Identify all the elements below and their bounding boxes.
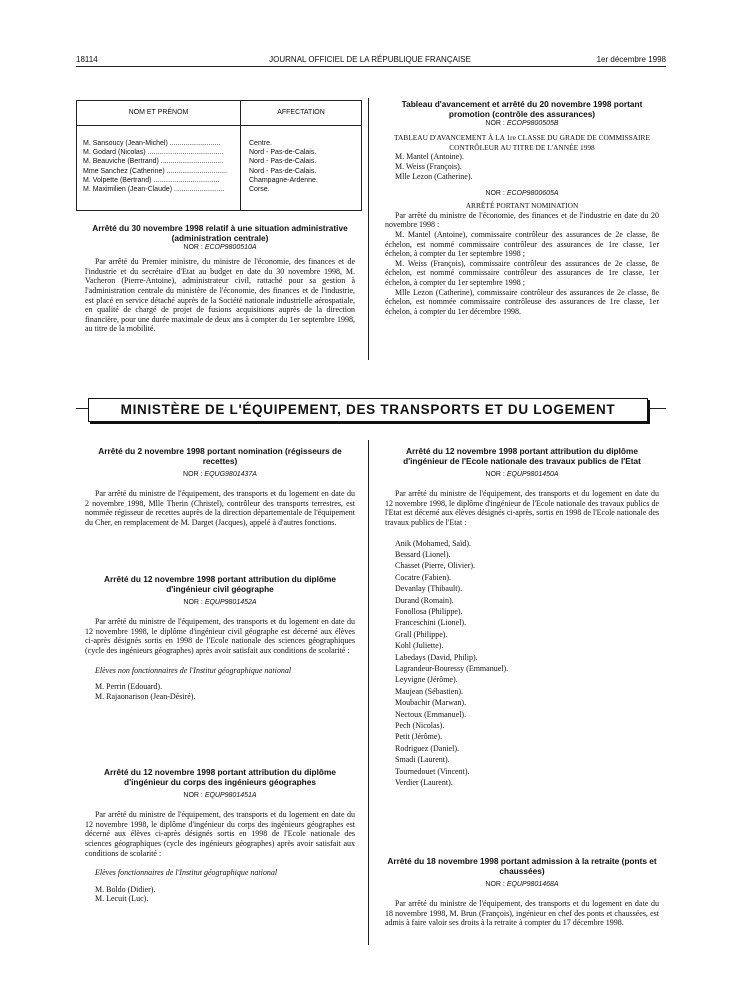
nor-code: EQUG9801437A: [204, 471, 257, 479]
list-item: Devanlay (Thibault).: [395, 584, 463, 594]
article-title: Arrêté du 12 novembre 1998 portant attribution du diplôme d'ingénieur civil géographe: [104, 574, 336, 594]
graduates-list: [85, 885, 355, 904]
table-row: [83, 148, 359, 157]
person-name: M. Maximilien (Jean-Claude) ..........................: [83, 185, 225, 193]
list-item: Grall (Philippe).: [395, 629, 448, 639]
table-row: [83, 139, 359, 148]
list-item: Anik (Mohamed, Saïd).: [395, 538, 471, 548]
nor-label: NOR :: [485, 190, 505, 198]
table-header-affectation: AFFECTATION: [241, 101, 361, 126]
section-subtitle: TABLEAU D'AVANCEMENT À LA 1re CLASSE DU GRADE DE COMMISSAIRE CONTRÔLEUR AU TITRE DE L'ANNÉE 1998: [394, 133, 650, 152]
nor-label: NOR :: [485, 120, 505, 128]
paragraph-3: M. Weiss (François), commissaire contrôleur des assurances de 2e classe, 8e échelon, est nommé commissaire contrôleur des assurances de 1re classe, 1er échelon, à compter du 1er septembre 1998 ;: [385, 258, 659, 287]
person-name: M. Sansoucy (Jean-Michel) ..........................: [83, 140, 221, 147]
nor-code: ECOP9800605A: [506, 190, 559, 198]
list-item: M. Rajaonarison (Jean-Désiré).: [95, 691, 196, 701]
table-row: [83, 176, 359, 185]
nor-line: [385, 119, 659, 128]
affectation: Nord - Pas-de-Calais.: [249, 158, 317, 166]
list-item: M. Weiss (François).: [395, 161, 462, 171]
article-regisseurs: [85, 447, 355, 528]
article-body: Par arrêté du ministre de l'équipement, des transports et du logement en date du 2 novembre 1998, Mlle Therin (Christel), contrôleur des transports terrestres, est nommée régisseur de recettes auprès de la direction départementale de l'équipement du Cher, en remplacement de M. Darget (Jacques), appelé à d'autres fonctions.: [85, 489, 355, 527]
table-body: [83, 139, 359, 194]
journal-title: JOURNAL OFFICIEL DE LA RÉPUBLIQUE FRANÇAISE: [269, 55, 471, 64]
table-row: [83, 157, 359, 166]
article-title: Arrêté du 18 novembre 1998 portant admission à la retraite (ponts et chaussées): [387, 856, 657, 876]
list-item: Durand (Romain).: [395, 595, 454, 605]
nor-code: EQUP9801452A: [204, 599, 257, 607]
list-item: M. Perrin (Edouard).: [95, 682, 163, 692]
nor-line: [85, 243, 355, 252]
list-item: Verdier (Laurent).: [395, 778, 453, 788]
nor-line: [85, 470, 355, 479]
nor-label: NOR :: [183, 599, 203, 607]
article-title: Arrêté du 2 novembre 1998 portant nomination (régisseurs de recettes): [98, 446, 342, 466]
nor-line: [85, 598, 355, 607]
article-body: Par arrêté du Premier ministre, du ministre de l'économie, des finances et de l'industrie et du secrétaire d'Etat au budget en date du 30 novembre 1998, M. Vacheron (Pierre-Antoine), administrateur civil, rattaché pour sa gestion à l'administration centrale du ministère de l'économie, des finances et de l'industrie, est placé en service détaché auprès de la Société nationale industrielle aérospatiale, en qualité de chargé de projet de fusions acquisitions auprès de la direction financière, pour une durée maximale de deux ans à compter du 1er septembre 1998, au titre de la mobilité.: [85, 257, 355, 334]
list-item: Franceschini (Lionel).: [395, 618, 467, 628]
article-tableau-avancement: [385, 100, 659, 316]
affectation: Centre.: [249, 140, 272, 147]
affectation: Nord - Pas-de-Calais.: [249, 167, 317, 175]
nor-code: EQUP9801468A: [506, 881, 559, 889]
article-ingenieur-civil-geographe: [85, 575, 355, 701]
article-title: Arrêté du 12 novembre 1998 portant attribution du diplôme d'ingénieur de l'Ecole nationale des travaux publics de l'Etat: [403, 446, 641, 466]
affectation: Nord - Pas-de-Calais.: [249, 149, 317, 157]
paragraph-1: Par arrêté du ministre de l'économie, des finances et de l'industrie en date du 20 novembre 1998 :: [385, 210, 659, 230]
paragraph-2: M. Mantel (Antoine), commissaire contrôleur des assurances de 2e classe, 8e échelon, est nommé commissaire contrôleur des assurances de 1re classe, 1er échelon, à compter du 1er septembre 1998 ;: [385, 229, 659, 259]
nor-label: NOR :: [485, 881, 505, 889]
list-item: Maujean (Sébastien).: [395, 686, 463, 696]
affectation: Champagne-Ardenne.: [249, 176, 318, 184]
table-row: [83, 185, 359, 194]
list-item: Bessard (Lionel).: [395, 549, 451, 559]
list-item: Moubachir (Marwan).: [395, 698, 467, 708]
nor-label: NOR :: [485, 471, 505, 479]
graduates-list: [385, 538, 659, 789]
promotion-list: [385, 152, 659, 181]
article-body: Par arrêté du ministre de l'équipement, des transports et du logement en date du 18 novembre 1998, M. Brun (François), ingénieur en chef des ponts et chaussées, est admis à faire valoir ses droits à la retraite à compter du 17 décembre 1998.: [385, 899, 659, 928]
nor-code: ECOP9800505B: [506, 120, 559, 128]
students-subhead: Elèves non fonctionnaires de l'Institut géographique national: [95, 665, 292, 675]
article-ingenieur-corps-geographes: [85, 768, 355, 904]
person-name: M. Godard (Nicolas) .......................................: [83, 149, 224, 157]
article-arrete-30-novembre: [85, 224, 355, 334]
list-item: M. Boldo (Didier).: [95, 884, 156, 894]
nor-label: NOR :: [183, 471, 203, 479]
table-row: [83, 167, 359, 176]
affectation: Corse.: [249, 185, 270, 193]
list-item: M. Mantel (Antoine).: [395, 152, 464, 162]
nor-label: NOR :: [183, 244, 203, 252]
article-ingenieur-entpe: [385, 447, 659, 789]
article-body: Par arrêté du ministre de l'équipement, des transports et du logement en date du 12 novembre 1998, le diplôme d'ingénieur du corps des ingénieurs géographes est décerné aux élèves ci-après désignés sortis en 1998 de l'Ecole nationale des sciences géographiques (cycle des ingénieurs géographes) après avoir satisfait aux conditions de scolarité :: [85, 810, 355, 858]
section-subtitle-2: ARRÊTÉ PORTANT NOMINATION: [465, 201, 579, 211]
list-item: Labedays (David, Philip).: [395, 652, 478, 662]
article-title: Tableau d'avancement et arrêté du 20 novembre 1998 portant promotion (contrôle des assurances): [401, 99, 643, 119]
issue-date: 1er décembre 1998: [596, 55, 666, 64]
list-item: Cocatre (Fabien).: [395, 572, 451, 582]
article-body: Par arrêté du ministre de l'équipement, des transports et du logement en date du 12 novembre 1998, le diplôme d'ingénieur de l'Ecole nationale des travaux publics de l'Etat est décerné aux élèves désignés ci-après, sortis en 1998 de l'Ecole nationale des travaux publics de l'Etat :: [385, 489, 659, 527]
list-item: Rodriguez (Daniel).: [395, 743, 459, 753]
list-item: Petit (Jérôme).: [395, 732, 443, 742]
nor-line: [385, 470, 659, 479]
list-item: Leyvigne (Jérôme).: [395, 675, 458, 685]
list-item: Smadi (Laurent).: [395, 755, 450, 765]
person-name: M. Volpette (Bertrand) ..................................: [83, 176, 220, 184]
nor-label: NOR :: [183, 792, 203, 800]
article-admission-retraite: [385, 857, 659, 928]
table-header-name: NOM ET PRÉNOM: [77, 101, 241, 126]
paragraph-4: Mlle Lezon (Catherine), commissaire contrôleur des assurances de 2e classe, 8e échelon, est nommée commissaire contrôleuse des assurances de 1re classe, 1er échelon, à compter du 1er décembre 1998.: [385, 287, 659, 316]
students-subhead: Elèves fonctionnaires de l'Institut géographique national: [95, 868, 278, 878]
assignment-table: [76, 100, 362, 211]
list-item: Mlle Lezon (Catherine).: [395, 171, 473, 181]
list-item: Lagrandeur-Bouressy (Emmanuel).: [395, 664, 509, 674]
graduates-list: [85, 682, 355, 701]
person-name: Mme Sanchez (Catherine) ...............................: [83, 167, 227, 175]
list-item: Fonollosa (Philippe).: [395, 607, 463, 616]
page-number: 18114: [76, 55, 98, 64]
list-item: Kohl (Juliette).: [395, 641, 444, 651]
nor-code: EQUP9801451A: [204, 792, 257, 800]
nor-line-2: [385, 189, 659, 198]
ministry-banner: MINISTÈRE DE L'ÉQUIPEMENT, DES TRANSPORTS ET DU LOGEMENT: [88, 398, 648, 422]
nor-line: [385, 880, 659, 889]
nor-line: [85, 791, 355, 800]
list-item: Pech (Nicolas).: [395, 721, 445, 731]
list-item: Chasset (Pierre, Olivier).: [395, 561, 475, 571]
article-body: Par arrêté du ministre de l'équipement, des transports et du logement en date du 12 novembre 1998, le diplôme d'ingénieur civil géographe est décerné aux élèves ci-après désignés sortis en 1998 de l'Ecole nationale des sciences géographiques (cycle des ingénieurs géographes) après avoir satisfait aux conditions de scolarité :: [85, 617, 355, 655]
list-item: M. Lecuit (Luc).: [95, 894, 149, 904]
article-title: Arrêté du 30 novembre 1998 relatif à une situation administrative (administration centrale): [92, 223, 348, 243]
list-item: Nectoux (Emmanuel).: [395, 709, 467, 719]
header-rule: [76, 66, 666, 67]
article-title: Arrêté du 12 novembre 1998 portant attribution du diplôme d'ingénieur du corps des ingénieurs géographes: [104, 767, 336, 787]
column-separator-bottom: [368, 440, 369, 945]
column-separator-top: [368, 98, 369, 360]
list-item: Tournedouet (Vincent).: [395, 766, 470, 776]
nor-code: EQUP9801450A: [506, 471, 559, 479]
person-name: M. Beauviche (Bertrand) ................................: [83, 158, 224, 166]
nor-code: ECOP9800510A: [204, 244, 257, 252]
